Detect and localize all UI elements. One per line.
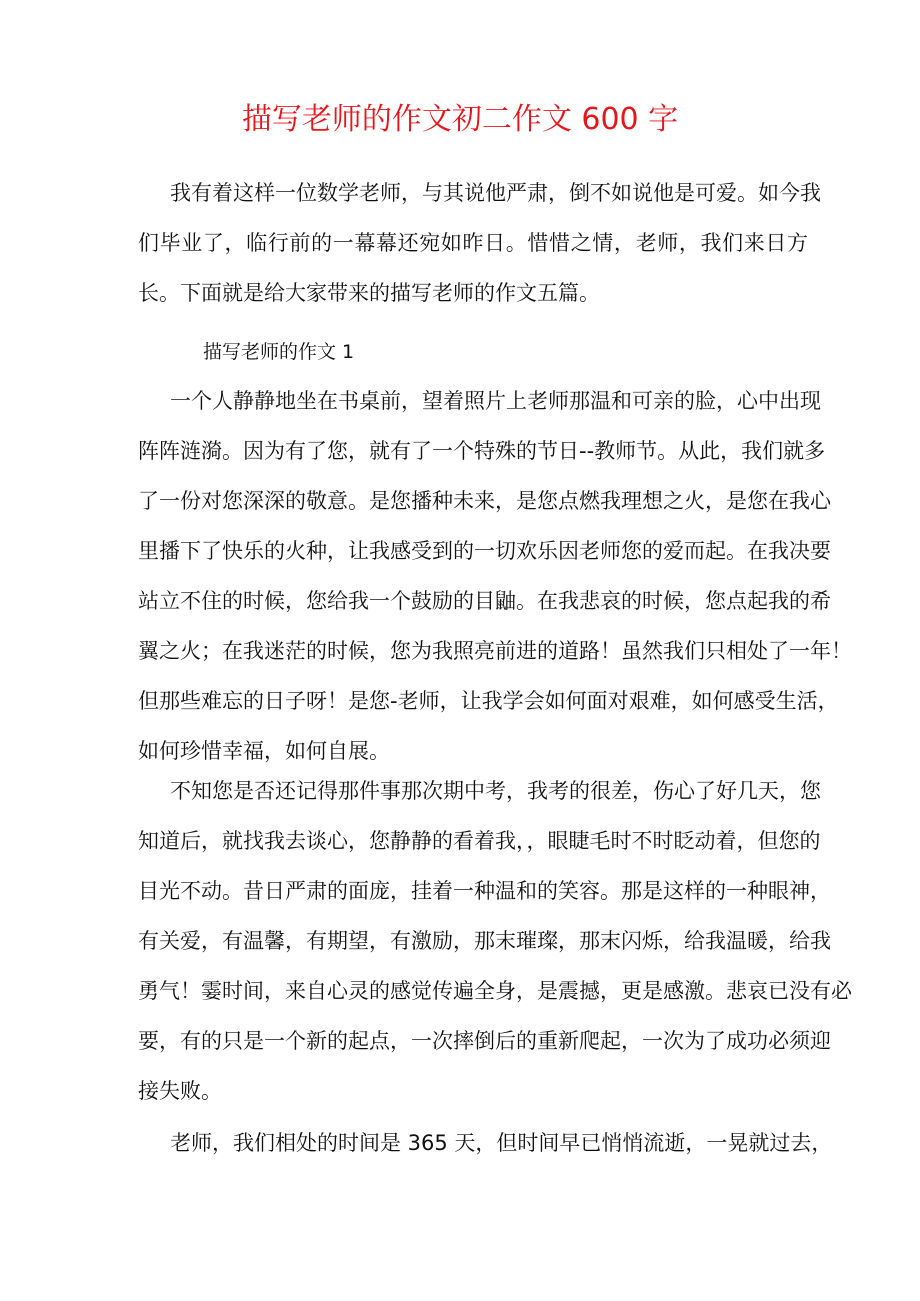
text-line: 要，有的只是一个新的起点，一次摔倒后的重新爬起，一次为了成功必须迎 (138, 1029, 831, 1053)
text-line: 翼之火；在我迷茫的时候，您为我照亮前进的道路！虽然我们只相处了一年！ (138, 639, 852, 663)
text-line: 们毕业了，临行前的一幕幕还宛如昨日。惜惜之情，老师，我们来日方 (138, 231, 808, 255)
text-line: 阵阵涟漪。因为有了您，就有了一个特殊的节日--教师节。从此，我们就多 (138, 439, 826, 463)
text-line: 接失败。 (138, 1079, 222, 1103)
text-line: 目光不动。昔日严肃的面庞，挂着一种温和的笑容。那是这样的一种眼神， (138, 879, 831, 903)
text-line: 知道后，就找我去谈心，您静静的看着我，，眼睫毛时不时眨动着，但您的 (138, 829, 821, 853)
text-line: 站立不住的时候，您给我一个鼓励的目鼬。在我悲哀的时候，您点起我的希 (138, 589, 831, 613)
body-paragraph-3 (138, 1118, 833, 1168)
intro-paragraph (138, 168, 821, 318)
body-paragraph-2 (138, 766, 852, 1116)
text-line: 勇气！霎时间，来自心灵的感觉传遍全身，是震撼，更是感激。悲哀已没有必 (138, 979, 852, 1003)
text-line: 不知您是否还记得那件事那次期中考，我考的很差，伤心了好几天，您 (170, 779, 821, 803)
text-line: 长。下面就是给大家带来的描写老师的作文五篇。 (138, 281, 600, 305)
text-line: 如何珍惜幸福，如何自展。 (138, 739, 390, 763)
text-line: 但那些难忘的日子呀！是您-老师，让我学会如何面对艰难，如何感受生活， (138, 689, 839, 713)
text-line: 了一份对您深深的敬意。是您播种未来，是您点燃我理想之火，是您在我心 (138, 489, 831, 513)
text-line: 里播下了快乐的火种，让我感受到的一切欢乐因老师您的爱而起。在我决要 (138, 539, 831, 563)
body-paragraph-1 (138, 376, 852, 776)
text-line: 老师，我们相处的时间是 365 天，但时间早已悄悄流逝，一晃就过去， (170, 1131, 833, 1155)
section-subheading: 描写老师的作文 1 (203, 341, 355, 363)
text-line: 我有着这样一位数学老师，与其说他严肃，倒不如说他是可爱。如今我 (170, 181, 821, 205)
document-title: 描写老师的作文初二作文 600 字 (241, 102, 679, 137)
text-line: 有关爱，有温馨，有期望，有激励，那末璀璨，那末闪烁，给我温暖，给我 (138, 929, 831, 953)
text-line: 一个人静静地坐在书桌前，望着照片上老师那温和可亲的脸，心中出现 (170, 389, 821, 413)
